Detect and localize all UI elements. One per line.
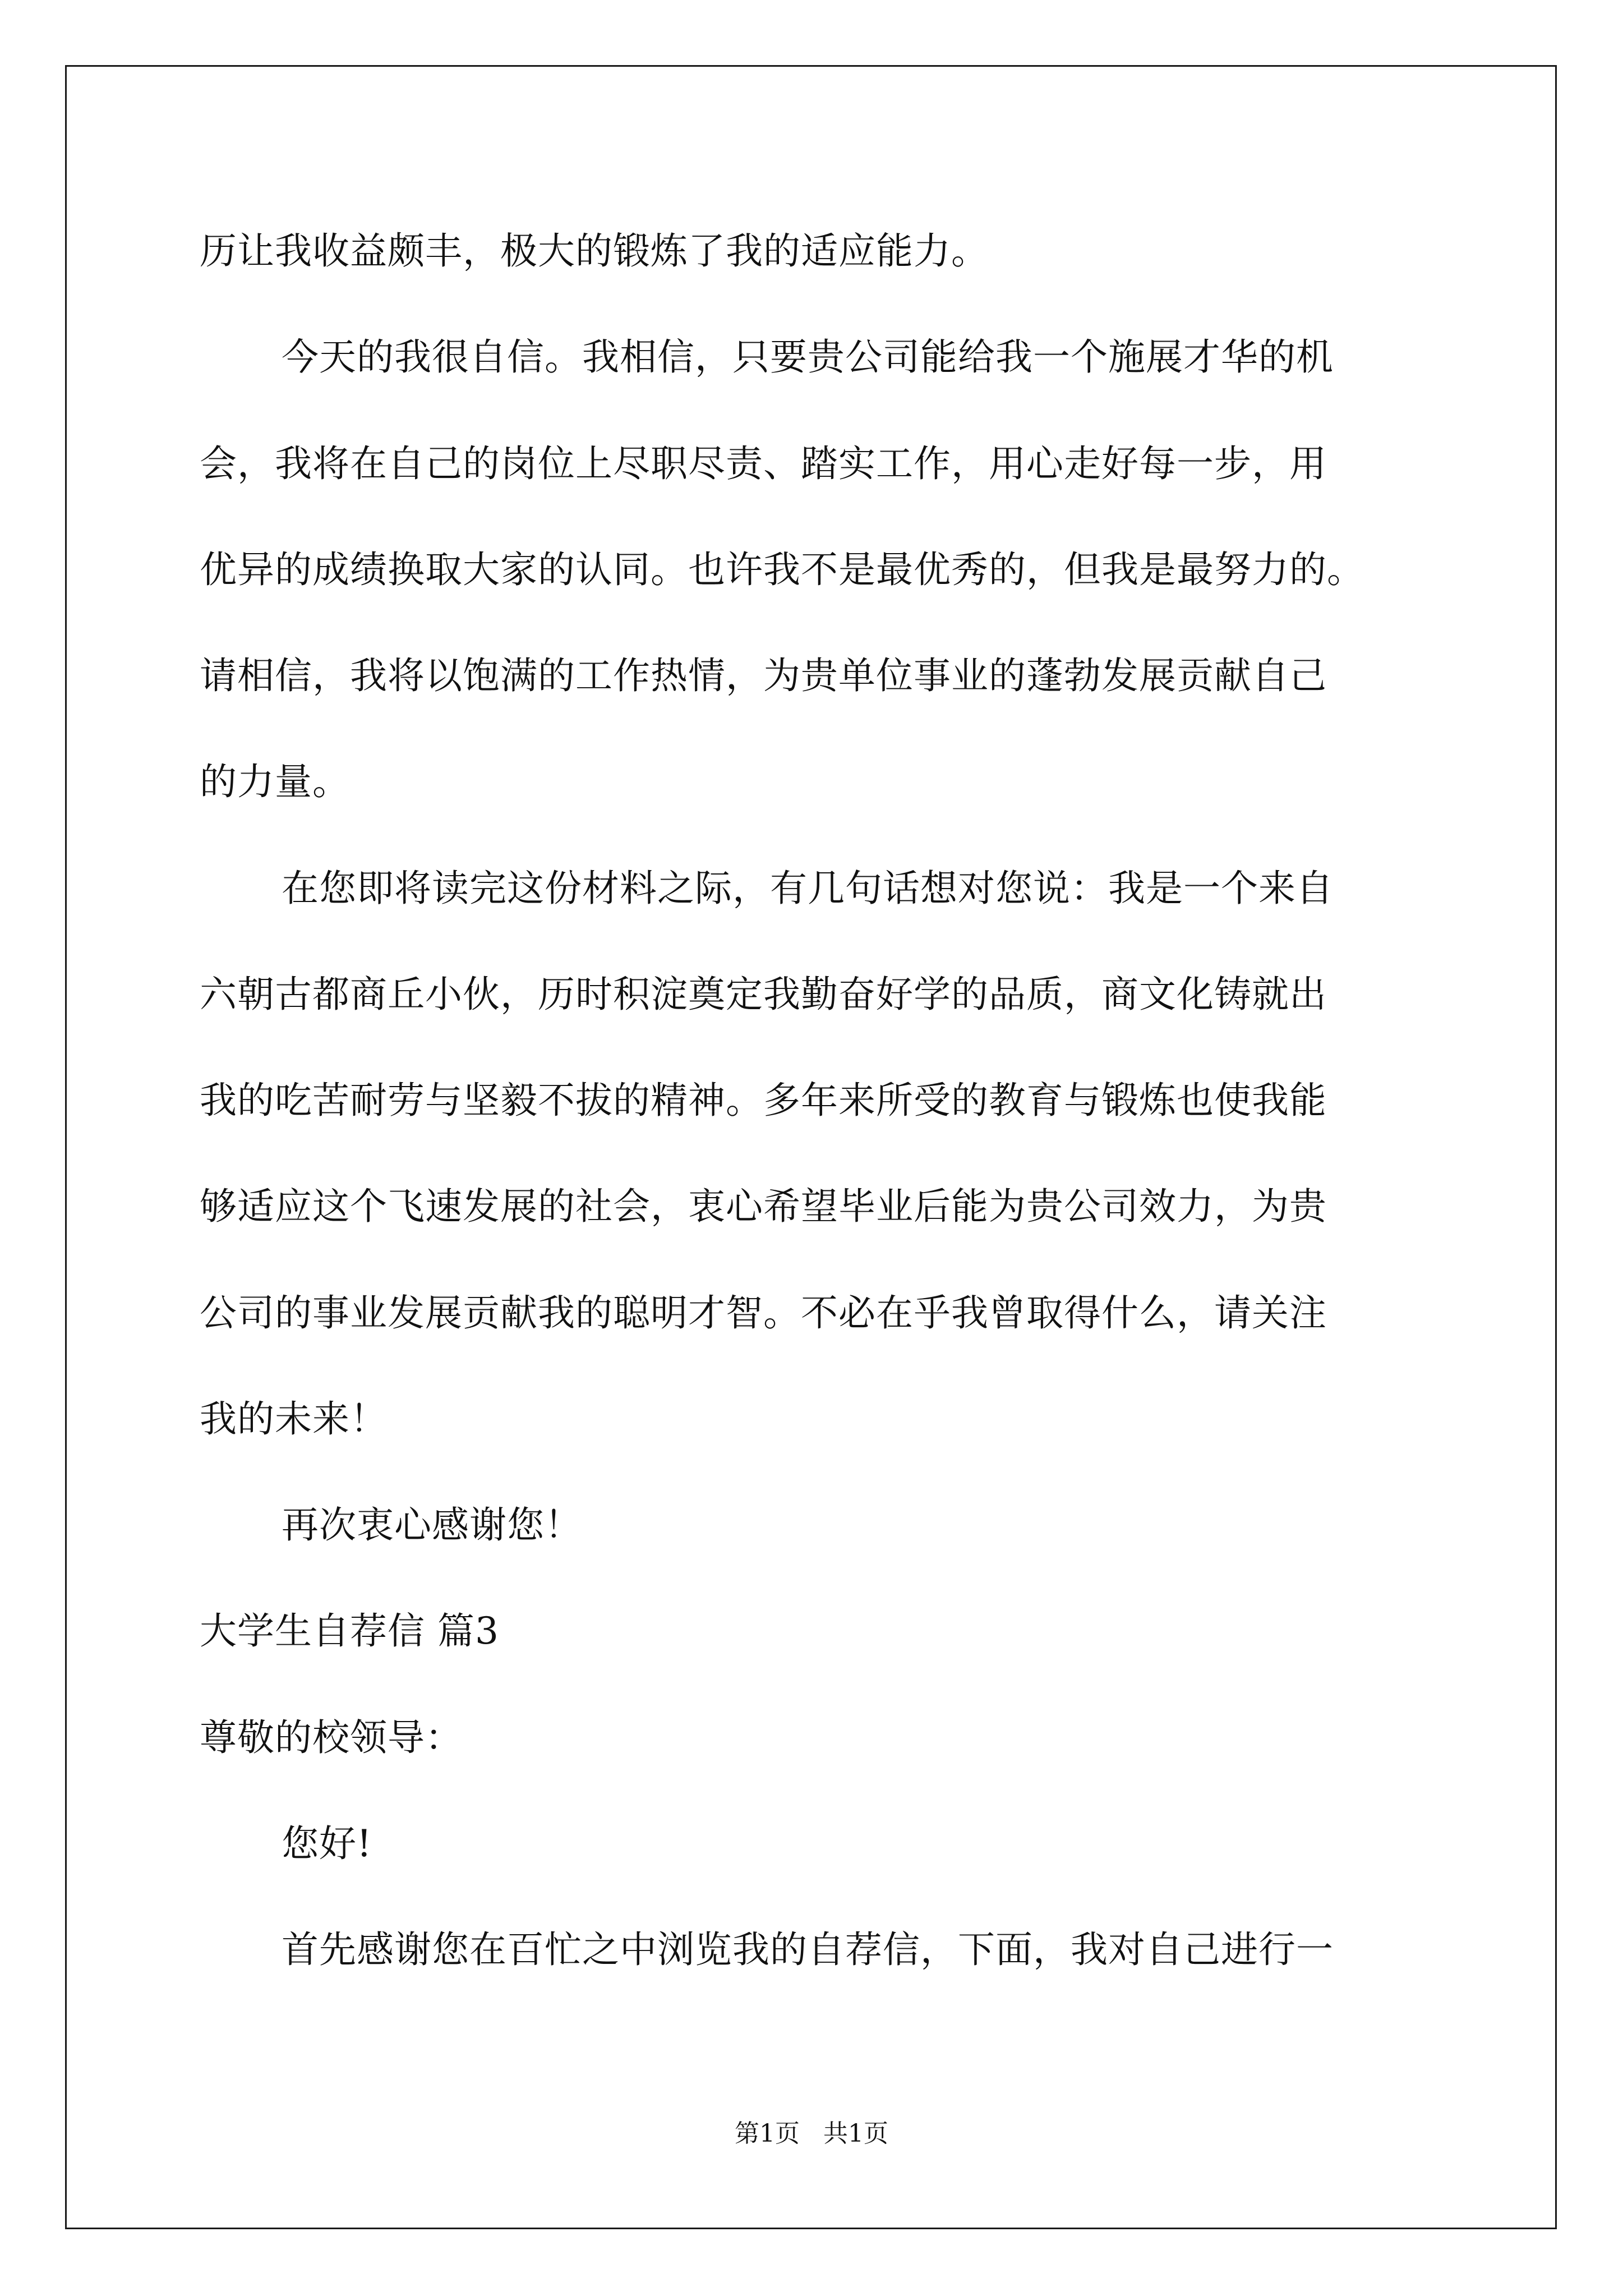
text-line-10: 够适应这个飞速发展的社会，衷心希望毕业后能为贵公司效力，为贵 bbox=[200, 1185, 1327, 1228]
text-line-17: 首先感谢您在百忙之中浏览我的自荐信，下面，我对自己进行一 bbox=[282, 1928, 1334, 1971]
salutation: 尊敬的校领导： bbox=[200, 1716, 463, 1759]
greeting: 您好! bbox=[282, 1822, 372, 1865]
text-line-4: 优异的成绩换取大家的认同。也许我不是最优秀的，但我是最努力的。 bbox=[200, 548, 1364, 591]
text-line-6: 的力量。 bbox=[200, 760, 350, 803]
text-line-5: 请相信，我将以饱满的工作热情，为贵单位事业的蓬勃发展贡献自己 bbox=[200, 654, 1327, 697]
text-line-13: 再次衷心感谢您！ bbox=[282, 1503, 582, 1547]
text-line-2: 今天的我很自信。我相信，只要贵公司能给我一个施展才华的机 bbox=[282, 335, 1334, 379]
page-border bbox=[65, 65, 1557, 2229]
text-line-3: 会，我将在自己的岗位上尽职尽责、踏实工作，用心走好每一步，用 bbox=[200, 442, 1327, 485]
text-line-12: 我的未来！ bbox=[200, 1397, 388, 1441]
text-line-11: 公司的事业发展贡献我的聪明才智。不必在乎我曾取得什么，请关注 bbox=[200, 1291, 1327, 1335]
page-number-footer: 第1页 共1页 bbox=[735, 2119, 888, 2148]
text-line-9: 我的吃苦耐劳与坚毅不拔的精神。多年来所受的教育与锻炼也使我能 bbox=[200, 1079, 1327, 1122]
section-heading: 大学生自荐信 篇3 bbox=[200, 1609, 499, 1653]
text-line-1: 历让我收益颇丰，极大的锻炼了我的适应能力。 bbox=[200, 229, 989, 273]
text-line-7: 在您即将读完这份材料之际，有几句话想对您说：我是一个来自 bbox=[282, 867, 1334, 910]
text-line-8: 六朝古都商丘小伙，历时积淀奠定我勤奋好学的品质，商文化铸就出 bbox=[200, 973, 1327, 1016]
